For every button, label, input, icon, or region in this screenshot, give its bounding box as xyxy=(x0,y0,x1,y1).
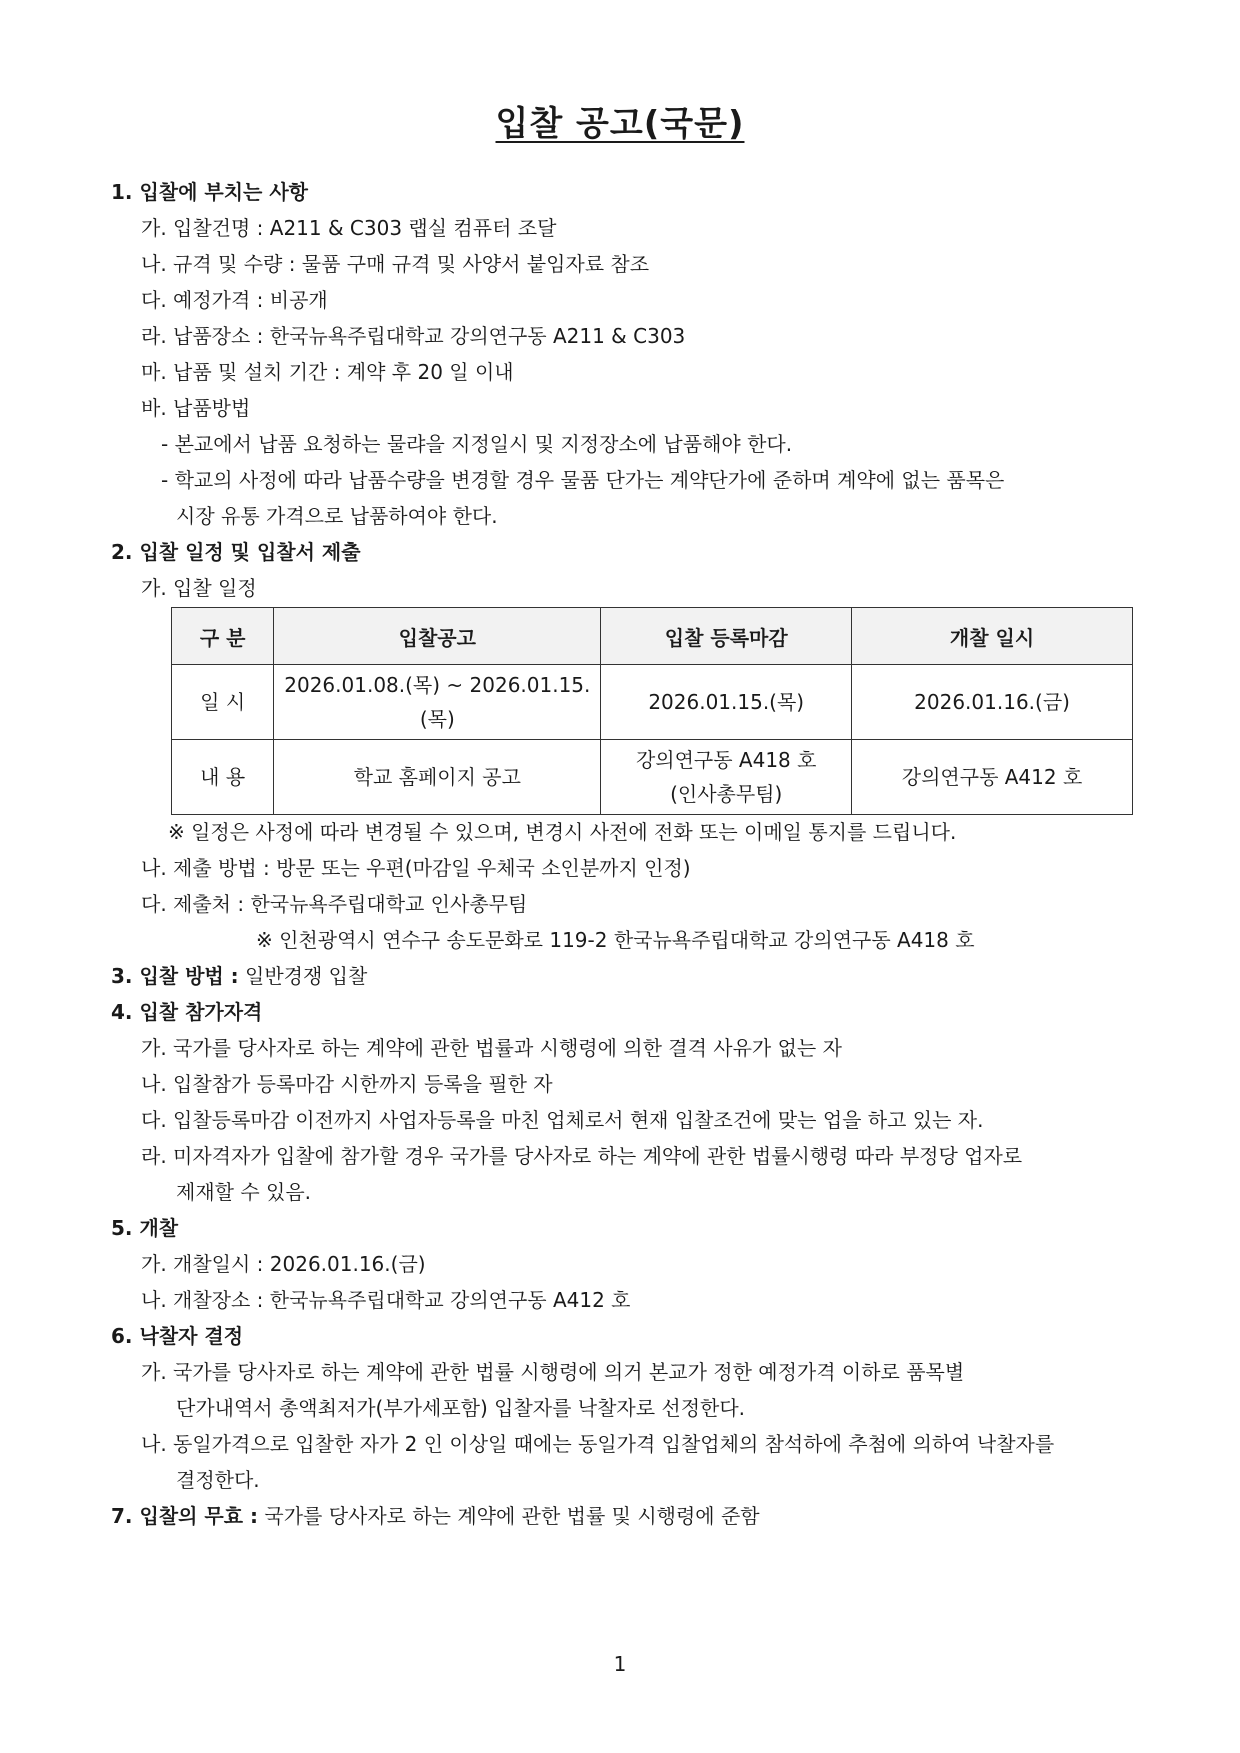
s4-item-ga: 가. 국가를 당사자로 하는 계약에 관한 법률과 시행령에 의한 결격 사유가 없는 자 xyxy=(141,1036,842,1060)
announcement-period: 2026.01.08.(목) ~ 2026.01.15.(목) xyxy=(274,665,601,740)
schedule-table xyxy=(171,607,1133,815)
section-6-heading: 6. 낙찰자 결정 xyxy=(111,1324,244,1348)
section-3-heading: 3. 입찰 방법 : xyxy=(111,964,239,988)
section-3-line xyxy=(111,962,367,990)
opening-date: 2026.01.16.(금) xyxy=(852,665,1133,740)
s5-item-na: 나. 개찰장소 : 한국뉴욕주립대학교 강의연구동 A412 호 xyxy=(141,1288,631,1312)
section-1-heading: 1. 입찰에 부치는 사항 xyxy=(111,180,308,204)
s6-item-na-cont: 결정한다. xyxy=(176,1468,260,1492)
registration-location-team: (인사총무팀) xyxy=(670,782,783,806)
page-number: 1 xyxy=(613,1652,627,1676)
table-header-row xyxy=(172,608,1133,665)
s1-ba-bullet-2: - 학교의 사정에 따라 납품수량을 변경할 경우 물품 단가는 계약단가에 준하며 계약에 없는 품목은 xyxy=(161,468,1005,492)
s4-item-da: 다. 입찰등록마감 이전까지 사업자등록을 마친 업체로서 현재 입찰조건에 맞는 업을 하고 있는 자. xyxy=(141,1108,984,1132)
s6-item-ga: 가. 국가를 당사자로 하는 계약에 관한 법률 시행령에 의거 본교가 정한 예정가격 이하로 품목별 xyxy=(141,1360,965,1384)
opening-location: 강의연구동 A412 호 xyxy=(852,740,1133,815)
s2-item-da: 다. 제출처 : 한국뉴욕주립대학교 인사총무팀 xyxy=(141,892,528,916)
s1-item-ra: 라. 납품장소 : 한국뉴욕주립대학교 강의연구동 A211 & C303 xyxy=(141,324,686,348)
s1-ba-bullet-2-cont: 시장 유통 가격으로 납품하여야 한다. xyxy=(176,504,498,528)
s1-item-ma: 마. 납품 및 설치 기간 : 계약 후 20 일 이내 xyxy=(141,360,514,384)
s2-address-note: ※ 인천광역시 연수구 송도문화로 119-2 한국뉴욕주립대학교 강의연구동 A418 호 xyxy=(256,928,975,952)
registration-deadline-date: 2026.01.15.(목) xyxy=(601,665,852,740)
s2-item-na: 나. 제출 방법 : 방문 또는 우편(마감일 우체국 소인분까지 인정) xyxy=(141,856,691,880)
section-3-text: 일반경쟁 입찰 xyxy=(245,964,368,988)
table-row xyxy=(172,665,1133,740)
s1-item-ga: 가. 입찰건명 : A211 & C303 랩실 컴퓨터 조달 xyxy=(141,216,557,240)
s1-item-da: 다. 예정가격 : 비공개 xyxy=(141,288,328,312)
registration-location xyxy=(601,740,852,815)
section-7-line xyxy=(111,1502,760,1530)
schedule-note: ※ 일정은 사정에 따라 변경될 수 있으며, 변경시 사전에 전화 또는 이메일 통지를 드립니다. xyxy=(168,820,957,844)
announcement-content: 학교 홈페이지 공고 xyxy=(274,740,601,815)
s4-item-ra-cont: 제재할 수 있음. xyxy=(176,1180,311,1204)
header-opening-date: 개찰 일시 xyxy=(852,608,1133,665)
s1-item-ba: 바. 납품방법 xyxy=(141,396,251,420)
section-7-heading: 7. 입찰의 무효 : xyxy=(111,1504,259,1528)
s4-item-na: 나. 입찰참가 등록마감 시한까지 등록을 필한 자 xyxy=(141,1072,553,1096)
s1-ba-bullet-1: - 본교에서 납품 요청하는 물랴을 지정일시 및 지정장소에 납품해야 한다. xyxy=(161,432,793,456)
section-2-heading: 2. 입찰 일정 및 입찰서 제출 xyxy=(111,540,361,564)
row-content-label: 내 용 xyxy=(172,740,274,815)
s6-item-na: 나. 동일가격으로 입찰한 자가 2 인 이상일 때에는 동일가격 입찰업체의 참석하에 추첨에 의하여 낙찰자를 xyxy=(141,1432,1055,1456)
registration-location-room: 강의연구동 A418 호 xyxy=(635,748,817,772)
section-7-text: 국가를 당사자로 하는 계약에 관한 법률 및 시행령에 준함 xyxy=(264,1504,760,1528)
s1-item-na: 나. 규격 및 수량 : 물품 구매 규격 및 사양서 붙임자료 참조 xyxy=(141,252,650,276)
header-registration-deadline: 입찰 등록마감 xyxy=(601,608,852,665)
table-row xyxy=(172,740,1133,815)
header-category: 구 분 xyxy=(172,608,274,665)
page-title: 입찰 공고(국문) xyxy=(495,104,745,144)
section-4-heading: 4. 입찰 참가자격 xyxy=(111,1000,263,1024)
s4-item-ra: 라. 미자격자가 입찰에 참가할 경우 국가를 당사자로 하는 계약에 관한 법률시행령 따라 부정당 업자로 xyxy=(141,1144,1023,1168)
s6-item-ga-cont: 단가내역서 총액최저가(부가세포함) 입찰자를 낙찰자로 선정한다. xyxy=(176,1396,746,1420)
section-5-heading: 5. 개찰 xyxy=(111,1216,179,1240)
row-date-label: 일 시 xyxy=(172,665,274,740)
header-announcement: 입찰공고 xyxy=(274,608,601,665)
s2-item-ga: 가. 입찰 일정 xyxy=(141,576,257,600)
s5-item-ga: 가. 개찰일시 : 2026.01.16.(금) xyxy=(141,1252,426,1276)
